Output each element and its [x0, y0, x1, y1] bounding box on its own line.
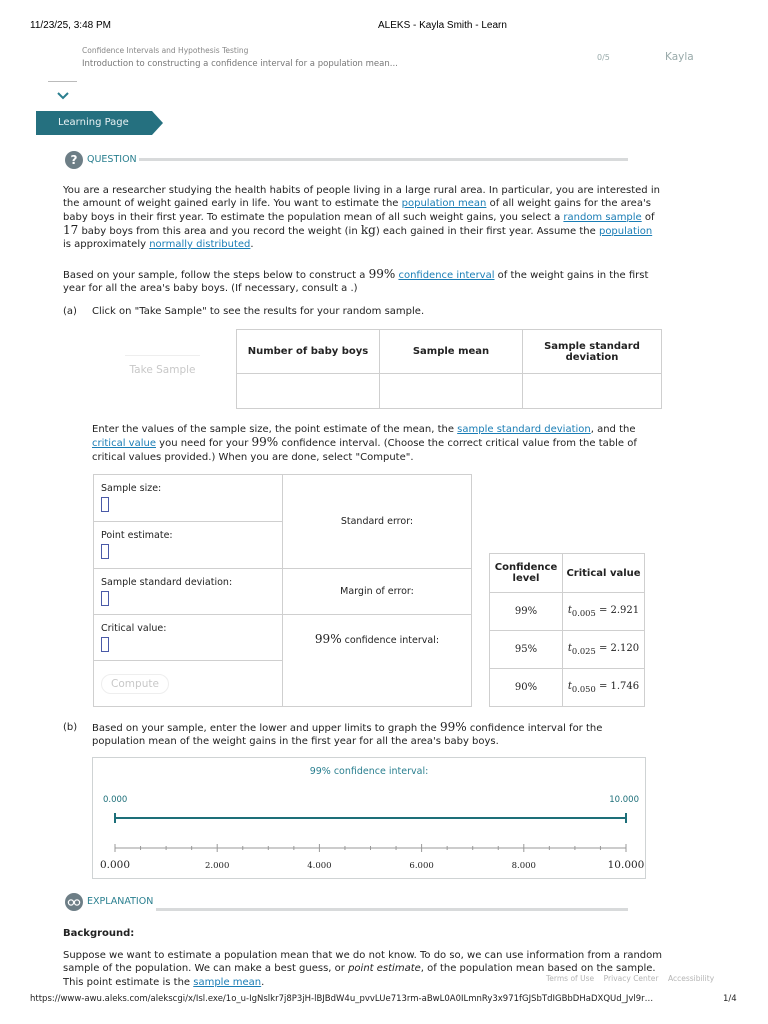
compute-table: [93, 474, 472, 707]
critical-value-input[interactable]: [101, 637, 109, 652]
ci-lower-value[interactable]: 0.000: [103, 795, 128, 805]
level-95: 95%: [490, 631, 563, 669]
question-steps: [63, 268, 663, 296]
point-estimate-label: Point estimate:: [101, 530, 173, 541]
part-a-label: (a): [63, 306, 77, 317]
text-run: Suppose we want to estimate a population mean that we do not know. To do so, we can use information from a random sample of the population. We can make a best guess, or: [63, 950, 662, 975]
header-number-of-baby-boys: Number of baby boys: [237, 330, 380, 374]
terms-of-use-link[interactable]: Terms of Use: [546, 974, 595, 983]
emphasis-text: point estimate: [348, 963, 421, 975]
part-a-instruction: Click on "Take Sample" to see the results for your random sample.: [92, 306, 425, 317]
ci-upper-value[interactable]: 10.000: [609, 795, 639, 805]
header-sample-sd: Sample standard deviation: [523, 330, 662, 374]
glossary-link[interactable]: random sample: [563, 211, 642, 223]
question-divider: [139, 158, 628, 161]
standard-error-label: Standard error:: [340, 516, 414, 527]
text-run: confidence interval for the population mean of the weight gains in the first year for all the area's baby boys.: [92, 723, 603, 748]
user-name[interactable]: Kayla: [665, 51, 694, 63]
axis-tick-label: 0.000: [99, 859, 131, 871]
cell-sample-mean: [380, 374, 523, 409]
learning-page-label: Learning Page: [58, 117, 129, 128]
ci-percent: 99%: [314, 631, 342, 646]
text-run: , of the population mean based on the sample. This point estimate is the: [63, 963, 656, 988]
axis-tick-label: 4.000: [307, 861, 332, 871]
critical-value-95: $t_{0.025} = 2.120$: [563, 631, 645, 669]
text-run: You are a researcher studying the health habits of people living in a large rural area. In particular, you are interested in the amount of weight gained early in life. You want to estimate the: [63, 185, 660, 210]
glossary-link[interactable]: sample mean: [193, 976, 262, 988]
question-header: QUESTION: [87, 154, 137, 165]
critical-value-cell: [94, 615, 283, 661]
subtopic-title: Introduction to constructing a confidence interval for a population mean...: [82, 59, 398, 69]
sample-size-input[interactable]: [101, 497, 109, 512]
text-run: .: [250, 239, 254, 251]
number-line[interactable]: [93, 758, 645, 878]
math-value: 99%: [251, 435, 279, 450]
sample-results-table: [236, 329, 662, 409]
axis-tick-label: 6.000: [409, 861, 434, 871]
glossary-link[interactable]: sample standard deviation: [457, 424, 591, 435]
compute-cell: [94, 661, 283, 707]
progress-count: 0/5: [597, 53, 610, 62]
standard-error-cell: [283, 475, 472, 569]
text-run: of all weight gains for the area's baby boys in their first year. To estimate the population mean of all such weight gains, you select a: [63, 198, 651, 223]
confidence-interval-cell: [283, 615, 472, 707]
question-icon: [65, 151, 83, 173]
point-estimate-input[interactable]: [101, 544, 109, 559]
glossary-link[interactable]: population mean: [401, 198, 487, 210]
axis-tick-label: 10.000: [607, 859, 645, 871]
text-run: , and the: [590, 424, 636, 435]
point-estimate-cell: [94, 522, 283, 569]
text-run: is approximately: [63, 239, 150, 251]
explanation-icon: [65, 893, 83, 915]
print-datetime: 11/23/25, 3:48 PM: [30, 20, 111, 31]
text-run: Enter the values of the sample size, the point estimate of the mean, the: [92, 424, 458, 435]
critical-values-table: [489, 553, 645, 707]
header-confidence-level: Confidence level: [490, 554, 563, 593]
glossary-link[interactable]: critical value: [92, 438, 156, 450]
math-value: kg: [360, 222, 376, 237]
level-90: 90%: [490, 669, 563, 707]
svg-text:?: ?: [70, 153, 78, 167]
margin-of-error-label: Margin of error:: [340, 586, 414, 597]
privacy-center-link[interactable]: Privacy Center: [603, 974, 659, 983]
ci-label: confidence interval:: [341, 634, 440, 646]
take-sample-label: Take Sample: [129, 364, 196, 376]
cell-number-of-baby-boys: [237, 374, 380, 409]
footer-links: [546, 974, 714, 983]
cell-sample-sd: [523, 374, 662, 409]
text-run: baby boys from this area and you record the weight (in: [78, 225, 361, 237]
axis-tick-label: 2.000: [205, 861, 230, 871]
part-b-instruction: [92, 721, 652, 749]
glossary-link[interactable]: population: [598, 225, 653, 237]
learning-page-tab[interactable]: [36, 111, 164, 135]
critical-value-99: $t_{0.005} = 2.921$: [563, 593, 645, 631]
sample-size-cell: [94, 475, 283, 522]
sample-sd-cell: [94, 569, 283, 615]
header-sample-mean: Sample mean: [380, 330, 523, 374]
chevron-down-icon[interactable]: [56, 86, 70, 105]
part-b-label: (b): [63, 722, 78, 733]
critical-value-label: Critical value:: [101, 623, 167, 634]
ci-graph-title: 99% confidence interval:: [309, 766, 429, 777]
topbar-underline: [48, 81, 77, 82]
print-page-number: 1/4: [723, 994, 737, 1004]
margin-of-error-cell: [283, 569, 472, 615]
critical-value-90: $t_{0.050} = 1.746$: [563, 669, 645, 707]
accessibility-link[interactable]: Accessibility: [668, 974, 715, 983]
glossary-link[interactable]: normally distributed: [149, 239, 251, 251]
text-run: ) each gained in their first year. Assume the: [375, 225, 599, 237]
math-value: 17: [63, 222, 79, 237]
ci-graph-panel: [92, 757, 646, 879]
explanation-header: EXPLANATION: [87, 896, 154, 907]
print-url: https://www-awu.aleks.com/alekscgi/x/Isl.exe/1o_u-IgNslkr7j8P3jH-lBJBdW4u_pvvLUe713rm-aBwL0A0ILmnRy3x971fGJSbTdIGBbDHaDXQUd_Jvl9r…: [30, 994, 654, 1004]
text-run: you need for your: [155, 438, 252, 450]
print-title: ALEKS - Kayla Smith - Learn: [378, 20, 507, 31]
math-value: 99%: [439, 720, 467, 734]
explanation-divider: [156, 908, 628, 911]
question-intro: [63, 184, 663, 251]
text-run: Based on your sample, enter the lower and upper limits to graph the: [92, 723, 440, 734]
text-run: confidence interval. (Choose the correct critical value from the table of critical values provided.) When you are done, select "Compute".: [92, 438, 637, 463]
glossary-link[interactable]: confidence interval: [398, 270, 495, 281]
level-99: 99%: [490, 593, 563, 631]
topic-breadcrumb[interactable]: Confidence Intervals and Hypothesis Testing: [82, 46, 249, 55]
take-sample-button[interactable]: [125, 355, 200, 384]
enter-values-instruction: [92, 423, 662, 464]
sample-size-label: Sample size:: [101, 483, 162, 494]
header-critical-value: Critical value: [563, 554, 645, 593]
math-value: 99%: [368, 267, 396, 281]
sample-sd-input[interactable]: [101, 591, 109, 606]
text-run: of the weight gains in the first year for all the area's baby boys. (If necessary, consult a .): [63, 270, 649, 295]
axis-tick-label: 8.000: [511, 861, 536, 871]
background-title: Background:: [63, 928, 135, 939]
text-run: of: [641, 211, 655, 223]
sample-sd-label: Sample standard deviation:: [101, 577, 233, 588]
text-run: Based on your sample, follow the steps below to construct a: [63, 270, 369, 281]
text-run: .: [261, 976, 265, 988]
compute-button[interactable]: Compute: [101, 674, 169, 694]
